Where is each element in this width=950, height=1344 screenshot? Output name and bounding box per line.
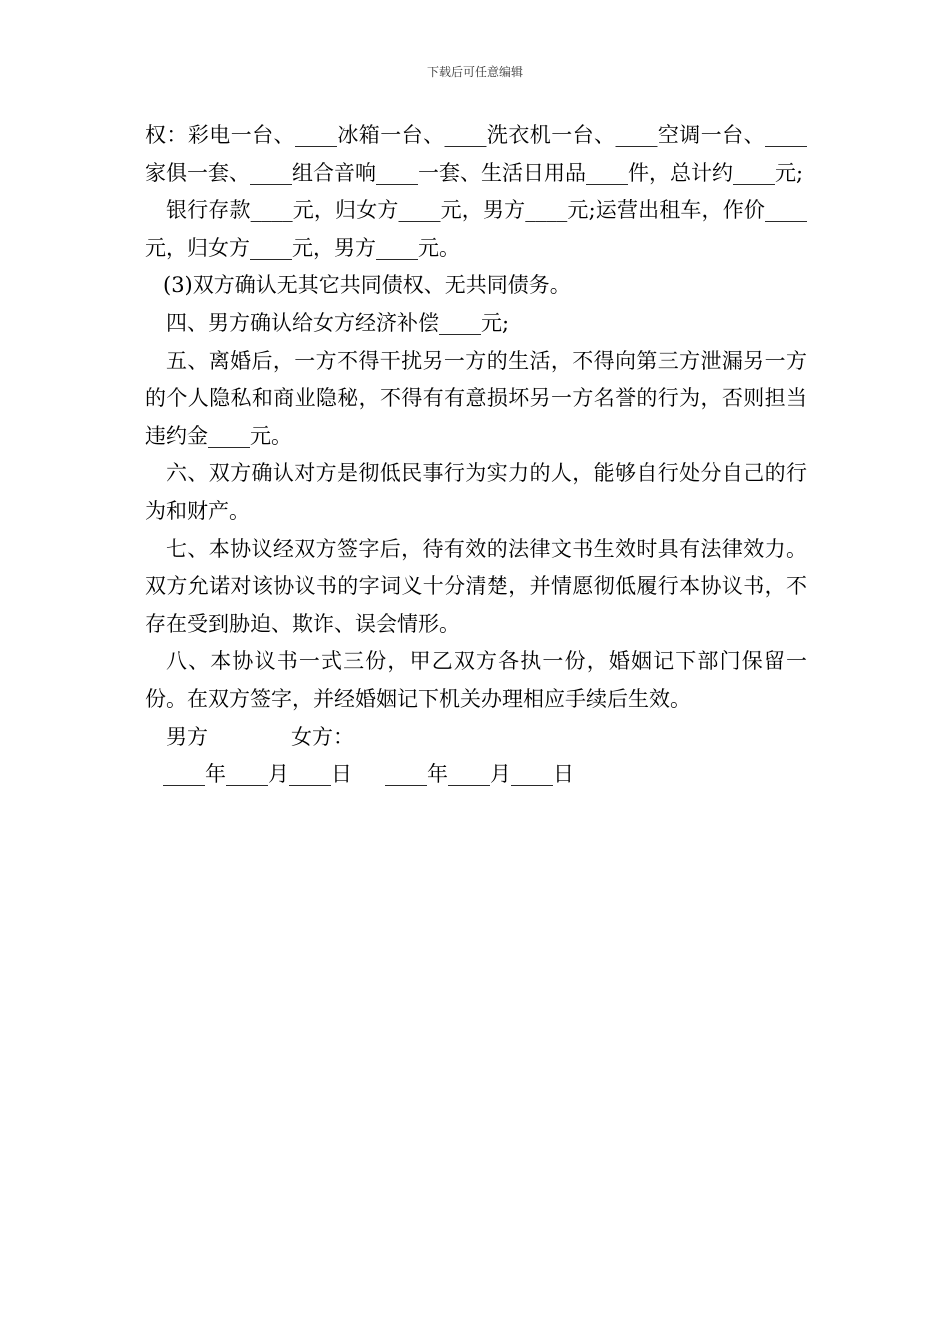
paragraph-bank-deposit: 银行存款____元，归女方____元，男方____元;运营出租车，作价____元，归女方____元，男方____元。 [145,198,807,260]
paragraph-clause-8: 八、本协议书一式三份，甲乙双方各执一份，婚姻记下部门保留一份。在双方签字，并经婚姻记下机关办理相应手续后生效。 [145,649,807,711]
signature-label-row [145,719,807,757]
female-signature-label: 女方： [291,724,354,749]
paragraph-no-debt: (3)双方确认无其它共同债权、无共同债务。 [163,273,571,298]
page-header-note: 下载后可任意编辑 [426,65,523,79]
male-signature-date: ____年____月____日 [163,762,352,787]
signature-date-row [145,756,807,794]
female-signature-date: ____年____月____日 [385,762,574,787]
male-signature-label: 男方 [166,724,208,749]
paragraph-clause-6: 六、双方确认对方是彻低民事行为实力的人，能够自行处分自己的行为和财产。 [145,461,807,523]
paragraph-property-list: 权：彩电一台、____冰箱一台、____洗衣机一台、____空调一台、____家俱一套、____组合音响____一套、生活日用品____件，总计约____元; [145,123,807,185]
paragraph-clause-4: 四、男方确认给女方经济补偿____元; [166,310,510,335]
paragraph-clause-7: 七、本协议经双方签字后，待有效的法律文书生效时具有法律效力。双方允诺对该协议书的字词义十分清楚，并情愿彻低履行本协议书，不存在受到胁迫、欺诈、误会情形。 [145,536,807,636]
paragraph-clause-5: 五、离婚后，一方不得干扰另一方的生活，不得向第三方泄漏另一方的个人隐私和商业隐秘，不得有有意损坏另一方名誉的行为，否则担当违约金____元。 [145,348,807,448]
document-body [145,117,807,794]
